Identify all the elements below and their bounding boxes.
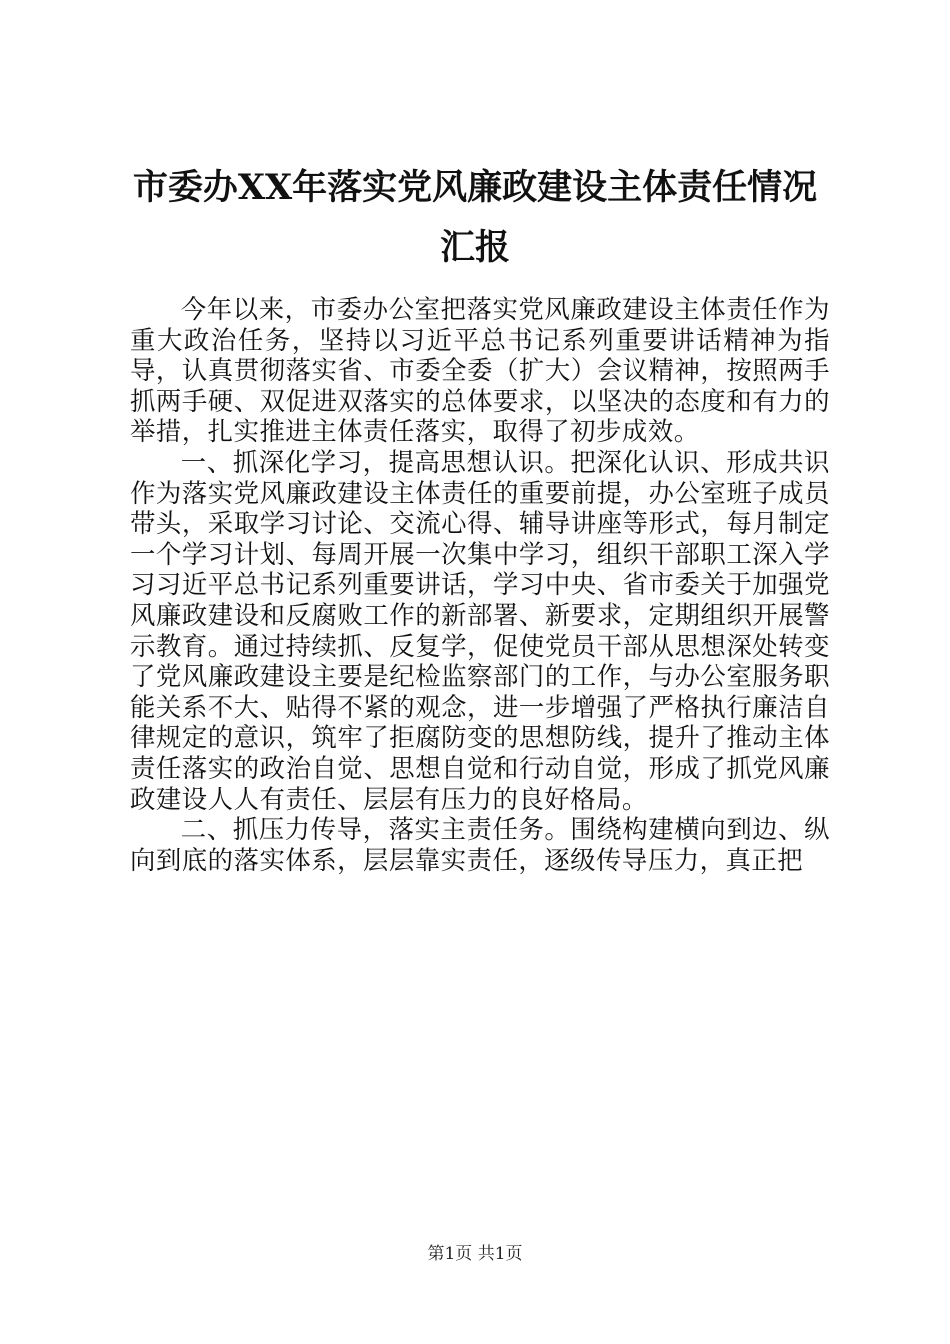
paragraph-intro: 今年以来，市委办公室把落实党风廉政建设主体责任作为重大政治任务，坚持以习近平总书记系列重要讲话精神为指导，认真贯彻落实省、市委全委（扩大）会议精神，按照两手抓两手硬、双促进双落实的总体要求，以坚决的态度和有力的举措，扎实推进主体责任落实，取得了初步成效。 <box>130 294 830 447</box>
paragraph-section-2: 二、抓压力传导，落实主责任务。围绕构建横向到边、纵向到底的落实体系，层层靠实责任，逐级传导压力，真正把 <box>130 814 830 875</box>
document-title: 市委办XX年落实党风廉政建设主体责任情况汇报 <box>132 167 818 268</box>
page-footer: 第1页 共1页 <box>427 1244 523 1264</box>
document-body <box>130 294 830 875</box>
paragraph-section-1: 一、抓深化学习，提高思想认识。把深化认识、形成共识作为落实党风廉政建设主体责任的重要前提，办公室班子成员带头，采取学习讨论、交流心得、辅导讲座等形式，每月制定一个学习计划、每周开展一次集中学习，组织干部职工深入学习习近平总书记系列重要讲话，学习中央、省市委关于加强党风廉政建设和反腐败工作的新部署、新要求，定期组织开展警示教育。通过持续抓、反复学，促使党员干部从思想深处转变了党风廉政建设主要是纪检监察部门的工作，与办公室服务职能关系不大、贴得不紧的观念，进一步增强了严格执行廉洁自律规定的意识，筑牢了拒腐防变的思想防线，提升了推动主体责任落实的政治自觉、思想自觉和行动自觉，形成了抓党风廉政建设人人有责任、层层有压力的良好格局。 <box>130 446 830 814</box>
